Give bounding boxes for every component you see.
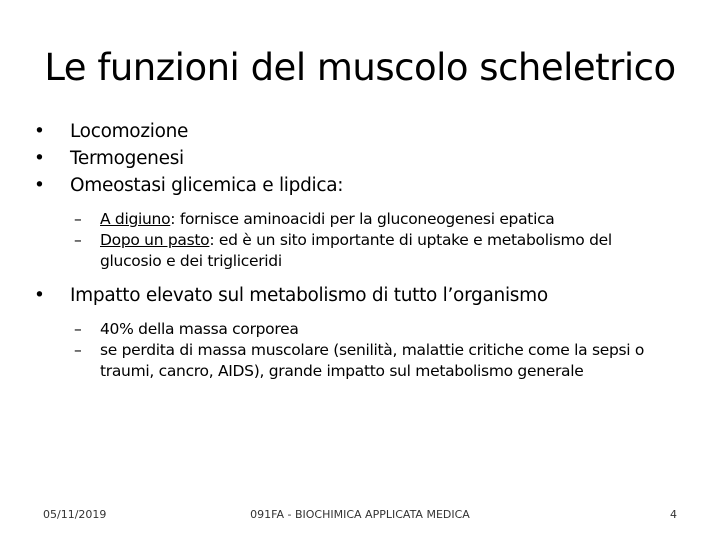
sub-bullet-lead: Dopo un pasto bbox=[100, 231, 210, 249]
sub-bullet-text: 40% della massa corporea bbox=[100, 320, 299, 338]
sub-bullet-text: se perdita di massa muscolare (senilità, malattie critiche come la sepsi o traumi, cancro, AIDS), grande impatto sul metabolismo generale bbox=[100, 341, 645, 380]
sub-bullet-lead: A digiuno bbox=[100, 210, 171, 228]
bullet-text: Termogenesi bbox=[70, 148, 184, 169]
bullet-text: Locomozione bbox=[70, 121, 189, 142]
bullet-text: Impatto elevato sul metabolismo di tutto l’organismo bbox=[70, 285, 548, 306]
slide-title: Le funzioni del muscolo scheletrico bbox=[44, 46, 676, 89]
sub-list-omeostasi bbox=[34, 209, 694, 272]
dash-marker: – bbox=[74, 210, 82, 228]
sub-bullet-pasto bbox=[34, 230, 660, 272]
dash-marker: – bbox=[74, 231, 82, 249]
footer-date: 05/11/2019 bbox=[43, 508, 107, 521]
bullet-text: Omeostasi glicemica e lipdica: bbox=[70, 175, 344, 196]
sub-bullet-text: : ed è un sito importante di uptake e metabolismo del glucosio e dei trigliceridi bbox=[100, 231, 612, 270]
footer-course: 091FA - BIOCHIMICA APPLICATA MEDICA bbox=[250, 508, 470, 521]
bullet-dot: • bbox=[34, 148, 45, 169]
dash-marker: – bbox=[74, 341, 82, 359]
sub-list-impatto bbox=[34, 319, 694, 382]
sub-bullet-massa bbox=[34, 319, 660, 340]
sub-bullet-digiuno bbox=[34, 209, 660, 230]
sub-bullet-perdita bbox=[34, 340, 660, 382]
sub-bullet-text: : fornisce aminoacidi per la gluconeogenesi epatica bbox=[170, 210, 555, 228]
bullet-locomozione bbox=[34, 118, 694, 145]
bullet-dot: • bbox=[34, 285, 45, 306]
slide-content bbox=[34, 118, 694, 392]
page-number: 4 bbox=[670, 508, 677, 521]
bullet-termogenesi bbox=[34, 145, 694, 172]
bullet-dot: • bbox=[34, 121, 45, 142]
bullet-omeostasi bbox=[34, 172, 694, 199]
bullet-dot: • bbox=[34, 175, 45, 196]
dash-marker: – bbox=[74, 320, 82, 338]
bullet-impatto bbox=[34, 282, 694, 309]
